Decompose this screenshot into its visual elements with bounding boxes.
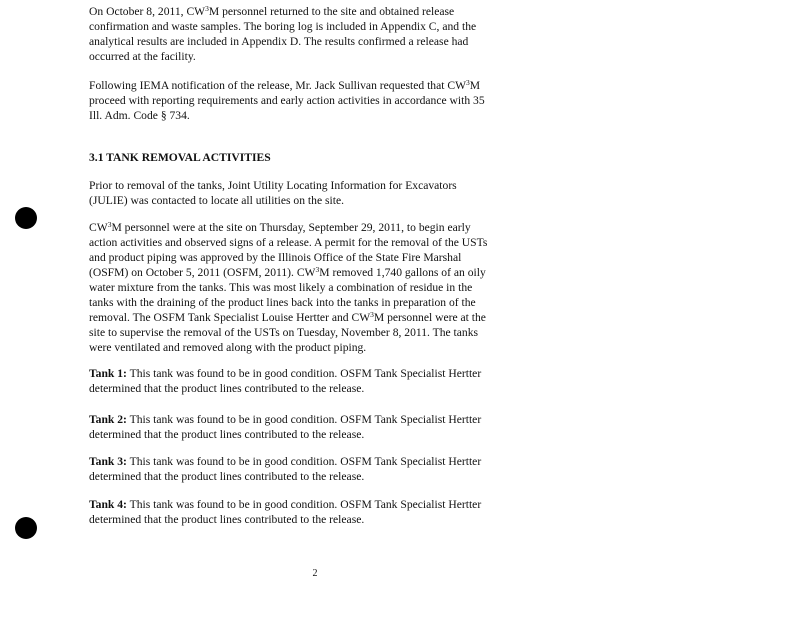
text-line: and product piping was approved by the Illinois Office of the State Fire Marshal [89, 251, 462, 264]
text-line: Prior to removal of the tanks, Joint Utility Locating Information for Excavators [89, 179, 457, 192]
text-line: Tank 2: This tank was found to be in good condition. OSFM Tank Specialist Hertter [89, 413, 482, 426]
text-line: confirmation and waste samples. The boring log is included in Appendix C, and the [89, 20, 477, 33]
text-line: On October 8, 2011, $CW^3M$ personnel returned to the site and obtained release [89, 4, 455, 18]
text-line: proceed with reporting requirements and early action activities in accordance with 35 [89, 94, 485, 107]
text-line: tanks with the draining of the product lines back into the tanks in preparation of the [89, 296, 476, 309]
tank-4-paragraph [89, 497, 549, 527]
text-line: determined that the product lines contributed to the release. [89, 428, 365, 441]
tank-2-paragraph [89, 412, 549, 442]
paragraph-early-action [89, 220, 549, 355]
text-line: determined that the product lines contributed to the release. [89, 513, 365, 526]
text-line: action activities and observed signs of a release. A permit for the removal of the USTs [89, 236, 488, 249]
text-line: (JULIE) was contacted to locate all utilities on the site. [89, 194, 344, 207]
page-number: 2 [312, 568, 318, 579]
paragraph-release-confirmation [89, 4, 549, 64]
binder-hole-bottom [15, 517, 37, 539]
paragraph-julie [89, 178, 549, 208]
text-line: Ill. Adm. Code § 734. [89, 109, 190, 122]
text-line: site to supervise the removal of the USTs on Tuesday, November 8, 2011. The tanks [89, 326, 479, 339]
text-line: Following IEMA notification of the release, Mr. Jack Sullivan requested that $CW^3M$ [89, 78, 481, 92]
binder-hole-top [15, 207, 37, 229]
tank-3-label: Tank 3: [89, 455, 127, 468]
tank-1-label: Tank 1: [89, 367, 127, 380]
text-line: removal. The OSFM Tank Specialist Louise Hertter and $CW^3M$ personnel were at the [89, 310, 486, 324]
section-heading: 3.1 TANK REMOVAL ACTIVITIES [89, 151, 271, 164]
text-line: were ventilated and removed along with the product piping. [89, 341, 367, 354]
text-line: $CW^3M$ personnel were at the site on Thursday, September 29, 2011, to begin early [89, 220, 471, 234]
tank-4-label: Tank 4: [89, 498, 127, 511]
text-line: occurred at the facility. [89, 50, 196, 63]
text-line: determined that the product lines contributed to the release. [89, 382, 365, 395]
text-line: Tank 4: This tank was found to be in good condition. OSFM Tank Specialist Hertter [89, 498, 482, 511]
text-line: (OSFM) on October 5, 2011 (OSFM, 2011). $CW^3M$ removed 1,740 gallons of an oily [89, 265, 486, 279]
paragraph-iema-notification [89, 78, 549, 123]
tank-3-paragraph [89, 454, 549, 484]
text-line: Tank 3: This tank was found to be in good condition. OSFM Tank Specialist Hertter [89, 455, 482, 468]
text-line: Tank 1: This tank was found to be in good condition. OSFM Tank Specialist Hertter [89, 367, 482, 380]
text-line: determined that the product lines contributed to the release. [89, 470, 365, 483]
tank-2-label: Tank 2: [89, 413, 127, 426]
text-line: analytical results are included in Appendix D. The results confirmed a release had [89, 35, 469, 48]
tank-1-paragraph [89, 366, 549, 396]
text-line: water mixture from the tanks. This was most likely a combination of residue in the [89, 281, 473, 294]
